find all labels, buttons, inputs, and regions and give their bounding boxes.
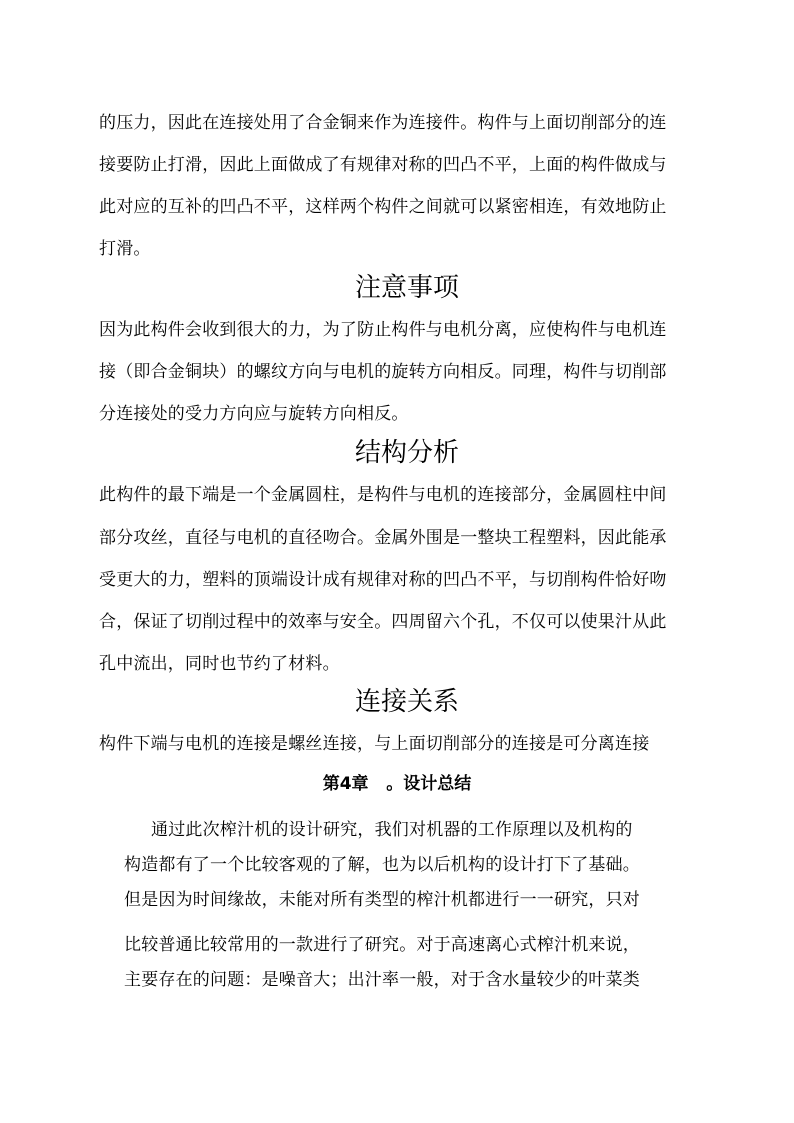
paragraph-line: 因为此构件会收到很大的力，为了防止构件与电机分离，应使构件与电机连 <box>99 320 667 340</box>
paragraph-line: 孔中流出，同时也节约了材料。 <box>99 654 340 674</box>
chapter-title: 第4章 。设计总结 <box>322 774 472 794</box>
paragraph-line: 通过此次榨汁机的设计研究，我们对机器的工作原理以及机构的 <box>151 820 633 840</box>
paragraph-line: 接（即合金铜块）的螺纹方向与电机的旋转方向相反。同理，构件与切削部 <box>99 362 667 382</box>
paragraph-line: 构造都有了一个比较客观的了解，也为以后机构的设计打下了基础。 <box>124 855 640 875</box>
paragraph-line: 主要存在的问题：是噪音大；出汁率一般，对于含水量较少的叶菜类 <box>124 970 640 990</box>
paragraph-line: 接要防止打滑，因此上面做成了有规律对称的凹凸不平，上面的构件做成与 <box>99 155 667 175</box>
paragraph-line: 部分攻丝，直径与电机的直径吻合。金属外围是一整块工程塑料，因此能承 <box>99 528 667 548</box>
section-heading-structure: 结构分析 <box>354 438 459 468</box>
paragraph-line: 此构件的最下端是一个金属圆柱，是构件与电机的连接部分，金属圆柱中间 <box>99 485 667 505</box>
section-heading-notes: 注意事项 <box>354 273 459 303</box>
paragraph-line: 此对应的互补的凹凸不平，这样两个构件之间就可以紧密相连，有效地防止 <box>99 197 667 217</box>
paragraph-line: 受更大的力，塑料的顶端设计成有规律对称的凹凸不平，与切削构件恰好吻 <box>99 570 667 590</box>
paragraph-line: 比较普通比较常用的一款进行了研究。对于高速离心式榨汁机来说， <box>124 935 640 955</box>
paragraph-line: 合，保证了切削过程中的效率与安全。四周留六个孔，不仅可以使果汁从此 <box>99 612 667 632</box>
paragraph-line: 构件下端与电机的连接是螺丝连接，与上面切削部分的连接是可分离连接 <box>99 734 650 754</box>
paragraph-line: 分连接处的受力方向应与旋转方向相反。 <box>99 404 409 424</box>
paragraph-line: 的压力，因此在连接处用了合金铜来作为连接件。构件与上面切削部分的连 <box>99 113 667 133</box>
paragraph-line: 打滑。 <box>99 239 151 259</box>
paragraph-line: 但是因为时间缘故，未能对所有类型的榨汁机都进行一一研究，只对 <box>124 890 640 910</box>
section-heading-connection: 连接关系 <box>354 687 459 717</box>
